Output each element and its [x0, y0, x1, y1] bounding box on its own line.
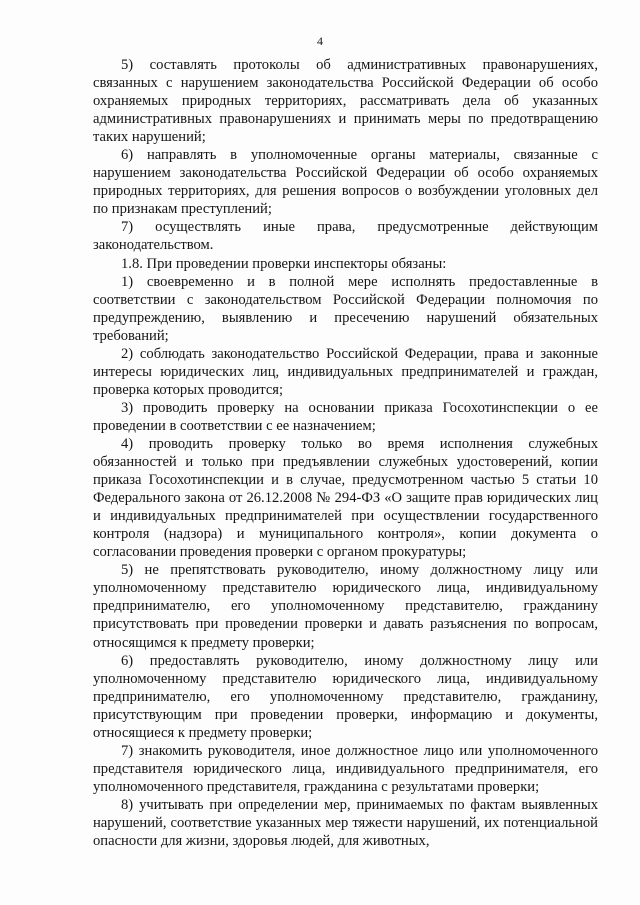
paragraph-rights-7: 7) осуществлять иные права, предусмотренные действующим законодательством.: [93, 219, 598, 254]
paragraph-duties-8: 8) учитывать при определении мер, принимаемых по фактам выявленных нарушений, соответствие указанных мер тяжести нарушений, их потенциальной опасности для жизни, здоровья людей, для животных,: [93, 796, 598, 850]
paragraph-duties-7: 7) знакомить руководителя, иное должностное лицо или уполномоченного представителя юридического лица, индивидуального предпринимателя, его уполномоченного представителя, гражданина с результатами проверки;: [93, 742, 598, 795]
paragraph-duties-3: 3) проводить проверку на основании приказа Госохотинспекции о ее проведении в соответствии с ее назначением;: [93, 399, 598, 434]
document-body: [93, 56, 598, 850]
paragraph-duties-1: 1) своевременно и в полной мере исполнять предоставленные в соответствии с законодательством Российской Федерации полномочия по предупреждению, выявлению и пресечению нарушений обязательных требований;: [93, 273, 598, 344]
paragraph-rights-6: 6) направлять в уполномоченные органы материалы, связанные с нарушением законодательства Российской Федерации об особо охраняемых природных территориях, для решения вопросов о возбуждении уголовных дел по признакам преступлений;: [93, 147, 598, 218]
paragraph-duties-6: 6) предоставлять руководителю, иному должностному лицу или уполномоченному представителю юридического лица, индивидуальному предпринимателю, его уполномоченному представителю, гражданину, присутствующим при проведении проверки, информацию и документы, относящиеся к предмету проверки;: [93, 652, 598, 741]
paragraph-duties-4: 4) проводить проверку только во время исполнения служебных обязанностей и только при предъявлении служебных удостоверений, копии приказа Госохотинспекции и в случае, предусмотренном частью 5 статьи 10 Федерального закона от 26.12.2008 № 294-ФЗ «О защите прав юридических лиц и индивидуальных предпринимателей при осуществлении государственного контроля (надзора) и муниципального контроля», копии документа о согласовании проведения проверки с органом прокуратуры;: [93, 435, 598, 561]
section-heading-1-8: 1.8. При проведении проверки инспекторы обязаны:: [121, 255, 447, 272]
paragraph-duties-2: 2) соблюдать законодательство Российской Федерации, права и законные интересы юридических лиц, индивидуальных предпринимателей и граждан, проверка которых проводится;: [93, 345, 598, 398]
page-number: 4: [317, 34, 323, 48]
paragraph-rights-5: 5) составлять протоколы об административных правонарушениях, связанных с нарушением законодательства Российской Федерации об особо охраняемых природных территориях, рассматривать дела об указанных административных правонарушениях и принимать меры по предотвращению таких нарушений;: [93, 57, 598, 146]
paragraph-duties-5: 5) не препятствовать руководителю, иному должностному лицу или уполномоченному представителю юридического лица, индивидуальному предпринимателю, его уполномоченному представителю, гражданину присутствовать при проведении проверки и давать разъяснения по вопросам, относящимся к предмету проверки;: [93, 562, 598, 651]
